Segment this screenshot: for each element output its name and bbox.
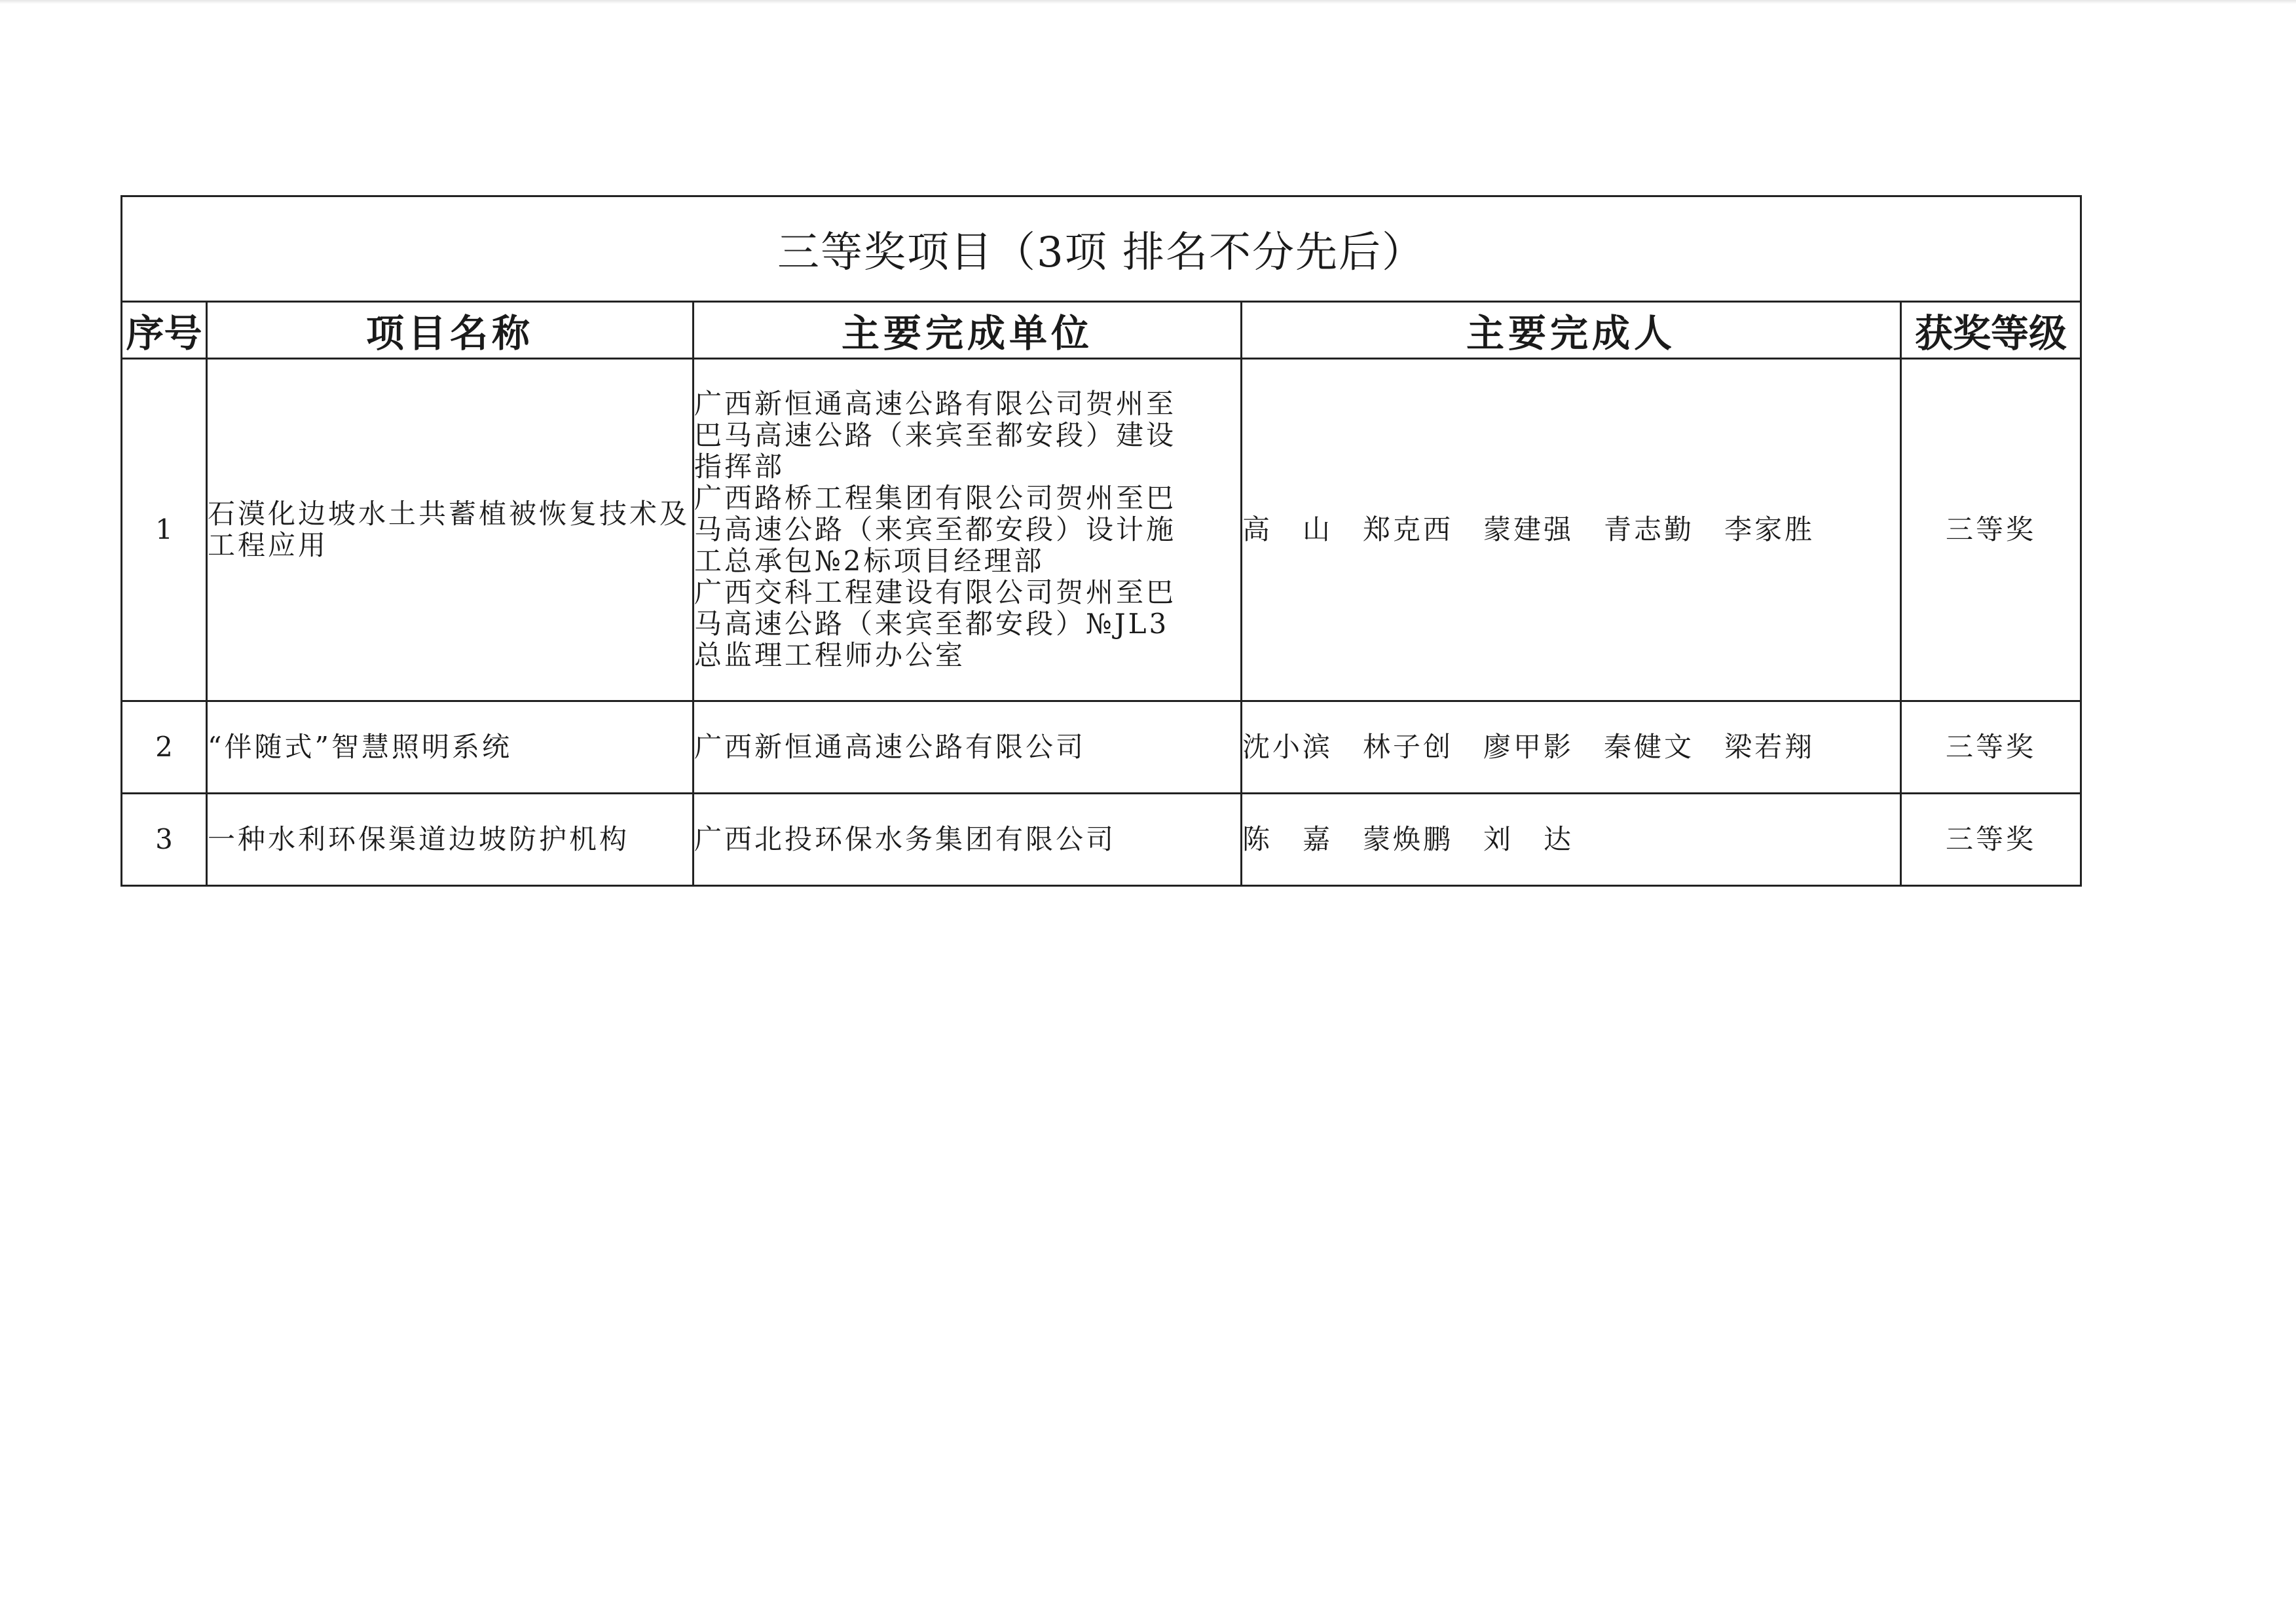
row-project-name: “伴随式”智慧照明系统 [207, 701, 694, 794]
row-units [694, 794, 1242, 886]
header-seq: 序号 [122, 302, 207, 359]
table-row [122, 794, 2081, 886]
row-seq: 1 [122, 359, 207, 701]
row-people [1242, 359, 1901, 701]
person-name: 沈小滨 [1242, 731, 1333, 763]
person-name: 梁若翔 [1724, 731, 1815, 763]
header-row [122, 302, 2081, 359]
person-name: 廖甲影 [1483, 731, 1574, 763]
row-units [694, 701, 1242, 794]
person-name: 青志勤 [1604, 513, 1695, 545]
unit-line: 马高速公路（来宾至都安段）№JL3 [694, 608, 1170, 640]
header-level: 获奖等级 [1901, 302, 2081, 359]
unit-line: 总监理工程师办公室 [694, 639, 966, 671]
title-row [122, 196, 2081, 302]
table-row [122, 359, 2081, 701]
unit-line: 广西新恒通高速公路有限公司 [694, 731, 1086, 763]
row-award-level: 三等奖 [1901, 794, 2081, 886]
unit-line: 工总承包№2标项目经理部 [694, 545, 1045, 577]
unit-line: 广西交科工程建设有限公司贺州至巴 [694, 576, 1177, 608]
row-units [694, 359, 1242, 701]
person-name: 蒙焕鹏 [1363, 823, 1454, 855]
unit-line: 马高速公路（来宾至都安段）设计施 [694, 513, 1177, 545]
unit-line: 广西北投环保水务集团有限公司 [694, 823, 1117, 855]
row-seq: 2 [122, 701, 207, 794]
header-people: 主要完成人 [1242, 302, 1901, 359]
person-name: 陈 嘉 [1242, 823, 1333, 855]
table-row [122, 701, 2081, 794]
row-project-name: 石漠化边坡水土共蓄植被恢复技术及工程应用 [207, 359, 694, 701]
header-unit: 主要完成单位 [694, 302, 1242, 359]
person-name: 李家胜 [1724, 513, 1815, 545]
row-award-level: 三等奖 [1901, 701, 2081, 794]
unit-line: 广西路桥工程集团有限公司贺州至巴 [694, 482, 1177, 514]
row-project-name: 一种水利环保渠道边坡防护机构 [207, 794, 694, 886]
unit-line: 广西新恒通高速公路有限公司贺州至 [694, 388, 1177, 420]
scan-top-edge [0, 0, 2296, 4]
row-people [1242, 794, 1901, 886]
person-name: 秦健文 [1604, 731, 1695, 763]
unit-line: 巴马高速公路（来宾至都安段）建设 [694, 419, 1177, 451]
header-name: 项目名称 [207, 302, 694, 359]
row-people [1242, 701, 1901, 794]
person-name: 蒙建强 [1483, 513, 1574, 545]
person-name: 高 山 [1242, 513, 1333, 545]
person-name: 郑克西 [1363, 513, 1454, 545]
row-seq: 3 [122, 794, 207, 886]
award-table [120, 195, 2082, 887]
person-name: 刘 达 [1483, 823, 1574, 855]
row-award-level: 三等奖 [1901, 359, 2081, 701]
person-name: 林子创 [1363, 731, 1454, 763]
unit-line: 指挥部 [694, 451, 785, 483]
table-title: 三等奖项目（3项 排名不分先后） [122, 196, 2081, 302]
